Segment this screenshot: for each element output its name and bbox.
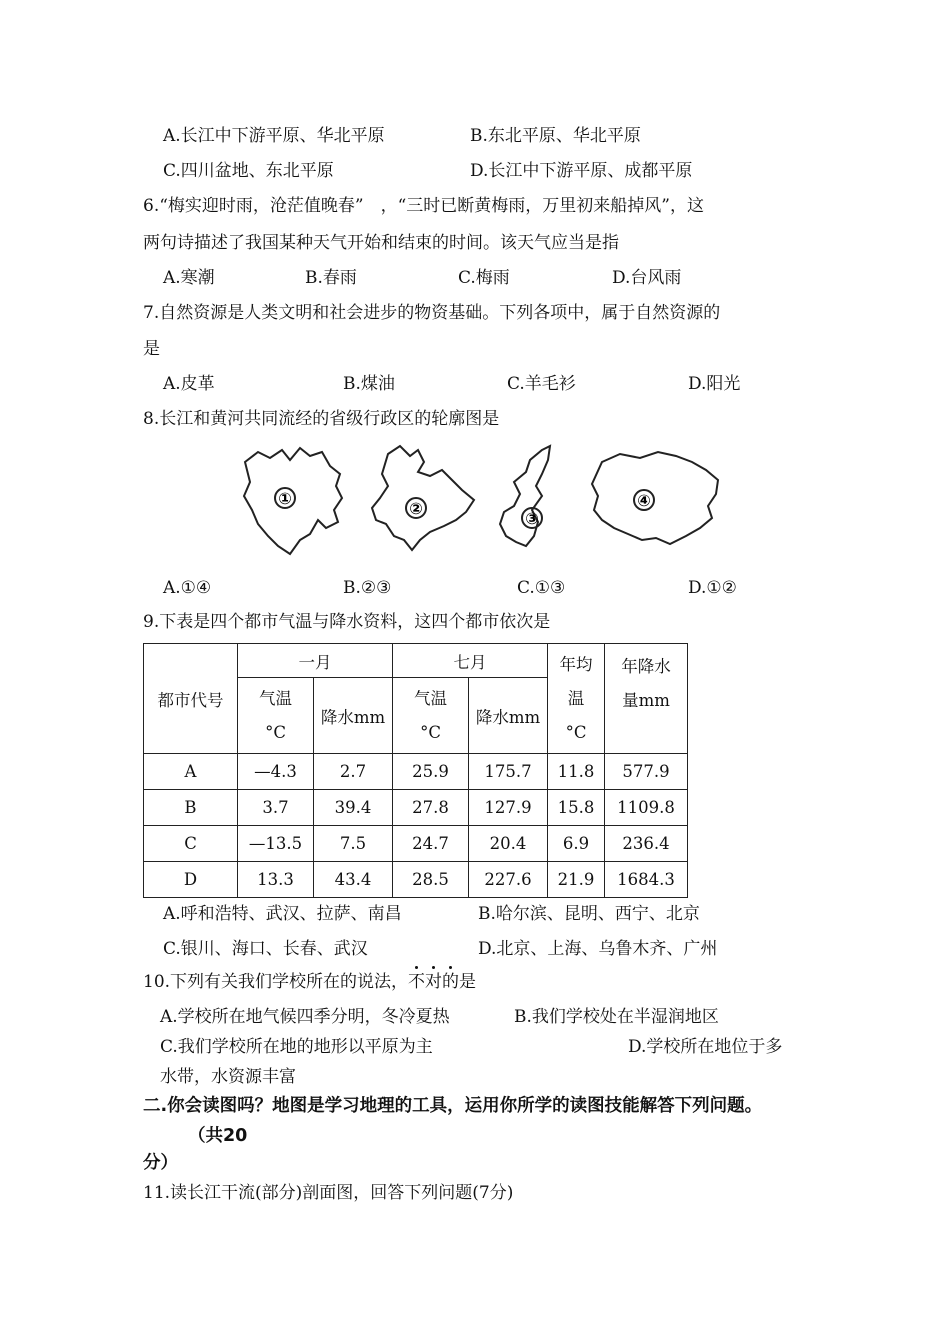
cell-code: D (144, 862, 238, 898)
q6-option-c: C.梅雨 (458, 268, 510, 288)
province-outline-2 (372, 446, 474, 550)
header-january: 一月 (238, 644, 393, 678)
header-jul-temp (393, 678, 469, 754)
q10-option-d-cont: 水带，水资源丰富 (160, 1067, 296, 1087)
province-map-1 (244, 448, 342, 554)
cell-jan-precip: 39.4 (314, 790, 393, 826)
section-2-points: （共20 (188, 1126, 248, 1146)
cell-jul-precip: 20.4 (469, 826, 548, 862)
header-jan-temp-line1: 气温 (259, 688, 292, 708)
q8-stem: 8.长江和黄河共同流经的省级行政区的轮廓图是 (143, 409, 500, 429)
q7-option-a: A.皮革 (163, 374, 215, 394)
header-annual-precip-line1: 年降水 (621, 657, 671, 676)
province-map-2 (372, 446, 474, 550)
q7-option-c: C.羊毛衫 (507, 374, 576, 394)
cell-code: A (144, 754, 238, 790)
cell-annual-precip: 1109.8 (605, 790, 688, 826)
cell-jul-precip: 175.7 (469, 754, 548, 790)
cell-jan-precip: 7.5 (314, 826, 393, 862)
q10-stem (143, 971, 476, 993)
cell-jul-precip: 127.9 (469, 790, 548, 826)
emphasis-dot-char-2: 对 (425, 972, 443, 992)
q5-option-b: B.东北平原、华北平原 (470, 126, 641, 146)
cell-annual-precip: 1684.3 (605, 862, 688, 898)
q8-option-a: A.①④ (163, 578, 212, 598)
q8-option-c: C.①③ (517, 578, 566, 598)
q8-option-b: B.②③ (343, 578, 392, 598)
cell-jan-temp: 13.3 (238, 862, 314, 898)
cell-jul-temp: 27.8 (393, 790, 469, 826)
q9-option-d: D.北京、上海、乌鲁木齐、广州 (478, 939, 718, 959)
q9-stem: 9.下表是四个都市气温与降水资料，这四个都市依次是 (143, 612, 551, 632)
header-annual-temp (548, 644, 605, 754)
cell-jan-temp: —13.5 (238, 826, 314, 862)
cell-annual-temp: 6.9 (548, 826, 605, 862)
q5-option-d: D.长江中下游平原、成都平原 (470, 161, 693, 181)
header-city-code: 都市代号 (144, 644, 238, 754)
province-outline-maps (230, 440, 730, 560)
q10-option-d: D.学校所在地位于多 (628, 1037, 783, 1057)
q6-option-a: A.寒潮 (163, 268, 215, 288)
province-map-4 (592, 452, 718, 544)
q10-stem-text: 10.下列有关我们学校所在的说法， (143, 972, 409, 992)
cell-annual-precip: 236.4 (605, 826, 688, 862)
map-label-1: ① (278, 489, 292, 508)
cell-jan-temp: —4.3 (238, 754, 314, 790)
q6-option-b: B.春雨 (305, 268, 357, 288)
cell-jul-temp: 24.7 (393, 826, 469, 862)
province-outline-4 (592, 452, 718, 544)
table-row (144, 826, 688, 862)
cell-annual-temp: 15.8 (548, 790, 605, 826)
header-jul-temp-line1: 气温 (414, 688, 447, 708)
cell-annual-precip: 577.9 (605, 754, 688, 790)
q10-option-c: C.我们学校所在地的地形以平原为主 (160, 1037, 433, 1057)
header-jul-precip: 降水mm (469, 678, 548, 754)
header-jan-temp-line2: °C (265, 722, 286, 742)
province-map-3 (500, 446, 550, 546)
emphasis-dot-char-1: 不 (408, 972, 426, 992)
cell-jul-temp: 25.9 (393, 754, 469, 790)
q7-stem-line1: 7.自然资源是人类文明和社会进步的物资基础。下列各项中，属于自然资源的 (143, 303, 721, 323)
table-row (144, 862, 688, 898)
cell-code: B (144, 790, 238, 826)
section-2-points-end: 分） (143, 1153, 178, 1173)
map-label-2: ② (409, 499, 423, 518)
q9-option-c: C.银川、海口、长春、武汉 (163, 939, 368, 959)
q6-option-d: D.台风雨 (612, 268, 682, 288)
header-annual-temp-line1: 年均 (559, 654, 593, 674)
section-2-heading: 二.你会读图吗？地图是学习地理的工具，运用你所学的读图技能解答下列问题。 (143, 1096, 763, 1116)
climate-table (143, 643, 688, 898)
table-row (144, 790, 688, 826)
q6-stem-line2: 两句诗描述了我国某种天气开始和结束的时间。该天气应当是指 (143, 233, 619, 253)
q10-stem-end: 是 (459, 972, 477, 992)
map-label-4: ④ (637, 491, 651, 510)
q10-option-b: B.我们学校处在半湿润地区 (514, 1007, 719, 1027)
q8-option-d: D.①② (688, 578, 737, 598)
q7-option-d: D.阳光 (688, 374, 741, 394)
q7-option-b: B.煤油 (343, 374, 395, 394)
header-annual-temp-line2: 温 (567, 688, 585, 708)
header-annual-precip-line2: 量mm (622, 691, 670, 710)
cell-jul-precip: 227.6 (469, 862, 548, 898)
province-outline-1 (244, 448, 342, 554)
cell-jul-temp: 28.5 (393, 862, 469, 898)
emphasis-dot-char-3: 的 (442, 972, 460, 992)
q10-option-a: A.学校所在地气候四季分明，冬冷夏热 (160, 1007, 450, 1027)
q5-option-a: A.长江中下游平原、华北平原 (163, 126, 385, 146)
cell-annual-temp: 21.9 (548, 862, 605, 898)
map-label-3: ③ (525, 509, 539, 528)
cell-jan-precip: 43.4 (314, 862, 393, 898)
q5-option-c: C.四川盆地、东北平原 (163, 161, 334, 181)
cell-jan-precip: 2.7 (314, 754, 393, 790)
q9-option-b: B.哈尔滨、昆明、西宁、北京 (478, 904, 700, 924)
cell-annual-temp: 11.8 (548, 754, 605, 790)
cell-jan-temp: 3.7 (238, 790, 314, 826)
q9-option-a: A.呼和浩特、武汉、拉萨、南昌 (163, 904, 402, 924)
header-annual-temp-line3: °C (565, 722, 587, 742)
header-jul-temp-line2: °C (420, 722, 441, 742)
q11-stem: 11.读长江干流(部分)剖面图，回答下列问题(7分) (143, 1183, 514, 1203)
q7-stem-line2: 是 (143, 339, 160, 359)
header-july: 七月 (393, 644, 548, 678)
header-jan-temp (238, 678, 314, 754)
header-annual-precip (605, 644, 688, 754)
q6-stem-line1: 6.“梅实迎时雨，沧茫值晚春” ，“三时已断黄梅雨，万里初来船掉风”，这 (143, 196, 704, 216)
table-row (144, 754, 688, 790)
province-outline-3 (500, 446, 550, 546)
header-jan-precip: 降水mm (314, 678, 393, 754)
cell-code: C (144, 826, 238, 862)
